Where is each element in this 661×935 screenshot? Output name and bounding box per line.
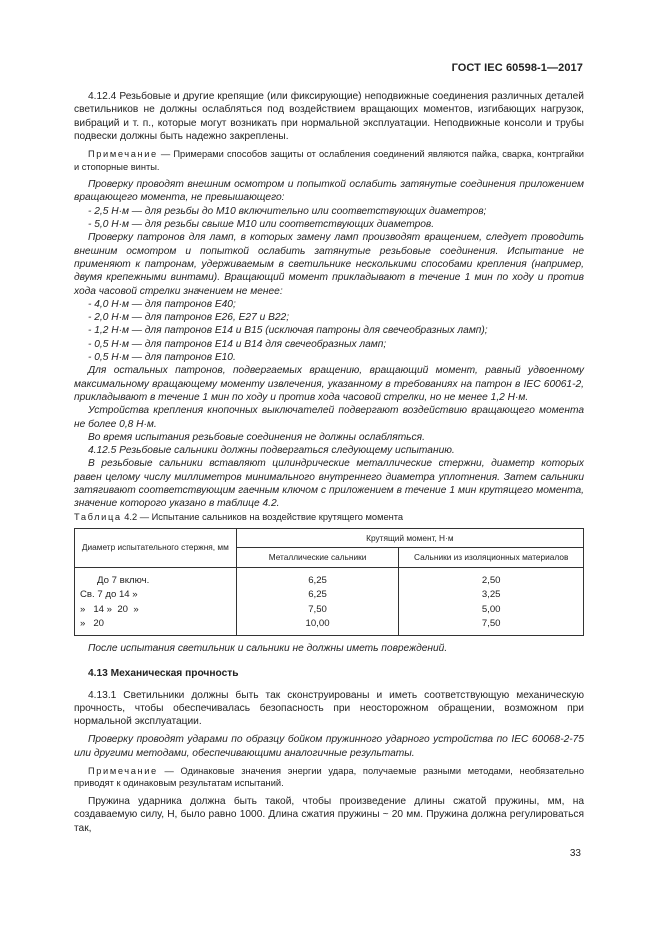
standard-header: ГОСТ IEC 60598-1—2017 [451, 62, 583, 74]
note-2 [74, 765, 584, 790]
diameter-cell: » 14 » 20 » [75, 603, 237, 618]
table-row [75, 588, 584, 603]
diameter-cell: » 20 [75, 617, 237, 635]
spring-paragraph: Пружина ударника должна быть такой, чтобы произведение длины сжатой пружины, мм, на создаваемую силу, Н, было равно 1000. Длина сжатия пружины ~ 20 мм. Пружина должна регулироваться так, [74, 795, 584, 834]
insulating-value: 2,50 [399, 567, 584, 588]
header-metal: Металлические сальники [236, 548, 399, 568]
header-torque: Крутящий момент, Н·м [236, 528, 583, 548]
page-content [74, 90, 584, 835]
clause-4-12-4: 4.12.4 Резьбовые и другие крепящие (или фиксирующие) неподвижные соединения различных деталей светильников не должны ослабляться под воздействием вращающих моментов, изгибающих нагрузок, вибраций и т. п., которые могут возникать при нормальной эксплуатации. Неподвижные консоли и трубы подвески должны быть надежно закреплены. [74, 91, 584, 142]
metal-value: 6,25 [236, 588, 399, 603]
insulating-value: 5,00 [399, 603, 584, 618]
torque-table [74, 528, 584, 636]
check-4: Устройства крепления кнопочных выключателей подвергают воздействию вращающего момента не более 0,8 Н·м. [74, 405, 584, 430]
table-row [75, 617, 584, 635]
header-insulating: Сальники из изоляционных материалов [399, 548, 584, 568]
metal-value: 10,00 [236, 617, 399, 635]
table-caption-label: Таблица [74, 511, 122, 522]
diameter-cell: До 7 включ. [75, 567, 237, 588]
check-1-item-1: - 2,5 Н·м — для резьбы до М10 включительно или соответствующих диаметров; [88, 205, 487, 217]
metal-value: 7,50 [236, 603, 399, 618]
header-diameter: Диаметр испытательного стержня, мм [75, 528, 237, 567]
check-1: Проверку проводят внешним осмотром и попыткой ослабить затянутые соединения приложением вращающего момента, не превышающего: [74, 179, 584, 204]
check-3: Для остальных патронов, подвергаемых вращению, вращающий момент, равный удвоенному максимальному вращающему моменту извлечения, указанному в требованиях на патрон в IEC 60061-2, прикладывают в течение 1 мин по ходу и против хода часовой стрелки, но не менее 1,2 Н·м. [74, 365, 584, 403]
note-1-label: Примечание [88, 149, 158, 160]
check-2-item-4: - 0,5 Н·м — для патронов Е14 и В14 для свечеобразных ламп; [88, 338, 387, 350]
section-title: 4.13 Механическая прочность [88, 668, 239, 680]
table-row [75, 603, 584, 618]
insulating-value: 3,25 [399, 588, 584, 603]
note-1-text: — Примерами способов защиты от ослабления соединений являются пайка, сварка, контргайки и стопорные винты. [74, 149, 584, 172]
check-2-item-3: - 1,2 Н·м — для патронов Е14 и В15 (исключая патроны для свечеобразных ламп); [88, 325, 488, 337]
check-impact: Проверку проводят ударами по образцу бойком пружинного ударного устройства по IEC 60068-2-75 или другими методами, обеспечивающими аналогичные результаты. [74, 734, 584, 759]
clause-4-13-1: 4.13.1 Светильники должны быть так сконструированы и иметь соответствующую механическую прочность, чтобы обеспечивалась безопасность при неосторожном обращении, возможном при нормальной эксплуатации. [74, 689, 584, 728]
check-6: В резьбовые сальники вставляют цилиндрические металлические стержни, диаметр которых равен целому числу миллиметров минимального внутреннего диаметра уплотнения. Затем сальники затягивают соответствующим гаечным ключом с приложением в течение 1 мин крутящего момента, значение которого указано в таблице 4.2. [74, 458, 584, 510]
check-2: Проверку патронов для ламп, в которых замену ламп производят вращением, следует проводить внешним осмотром и попыткой ослабить затянутые резьбовые соединения. Испытание не применяют к патронам, удерживаемым в светильнике несколькими способами крепления (например, двумя крепежными винтами). Вращающий момент прикладывают в течение 1 мин по ходу и против хода часовой стрелки значением не менее: [74, 232, 584, 297]
insulating-value: 7,50 [399, 617, 584, 635]
note-2-label: Примечание [88, 765, 158, 776]
table-row [75, 567, 584, 588]
note-1 [74, 148, 584, 173]
diameter-cell: Св. 7 до 14 » [75, 588, 237, 603]
page-number: 33 [569, 848, 581, 859]
check-1-item-2: - 5,0 Н·м — для резьбы свыше М10 или соответствующих диаметров. [88, 219, 435, 231]
after-table-text: После испытания светильник и сальники не должны иметь повреждений. [88, 642, 448, 654]
clause-4-12-5: 4.12.5 Резьбовые сальники должны подвергаться следующему испытанию. [88, 445, 455, 457]
table-caption-text: 4.2 — Испытание сальников на воздействие крутящего момента [121, 511, 404, 522]
check-2-item-1: - 4,0 Н·м — для патронов Е40; [88, 298, 236, 310]
table-caption [74, 511, 584, 524]
check-2-item-5: - 0,5 Н·м — для патронов Е10. [88, 352, 236, 364]
note-2-text: — Одинаковые значения энергии удара, получаемые разными методами, необязательно приводят к одинаковым результатам испытаний. [74, 765, 584, 789]
check-2-item-2: - 2,0 Н·м — для патронов Е26, Е27 и В22; [88, 312, 290, 324]
check-5: Во время испытания резьбовые соединения не должны ослабляться. [88, 431, 425, 443]
metal-value: 6,25 [236, 567, 399, 588]
